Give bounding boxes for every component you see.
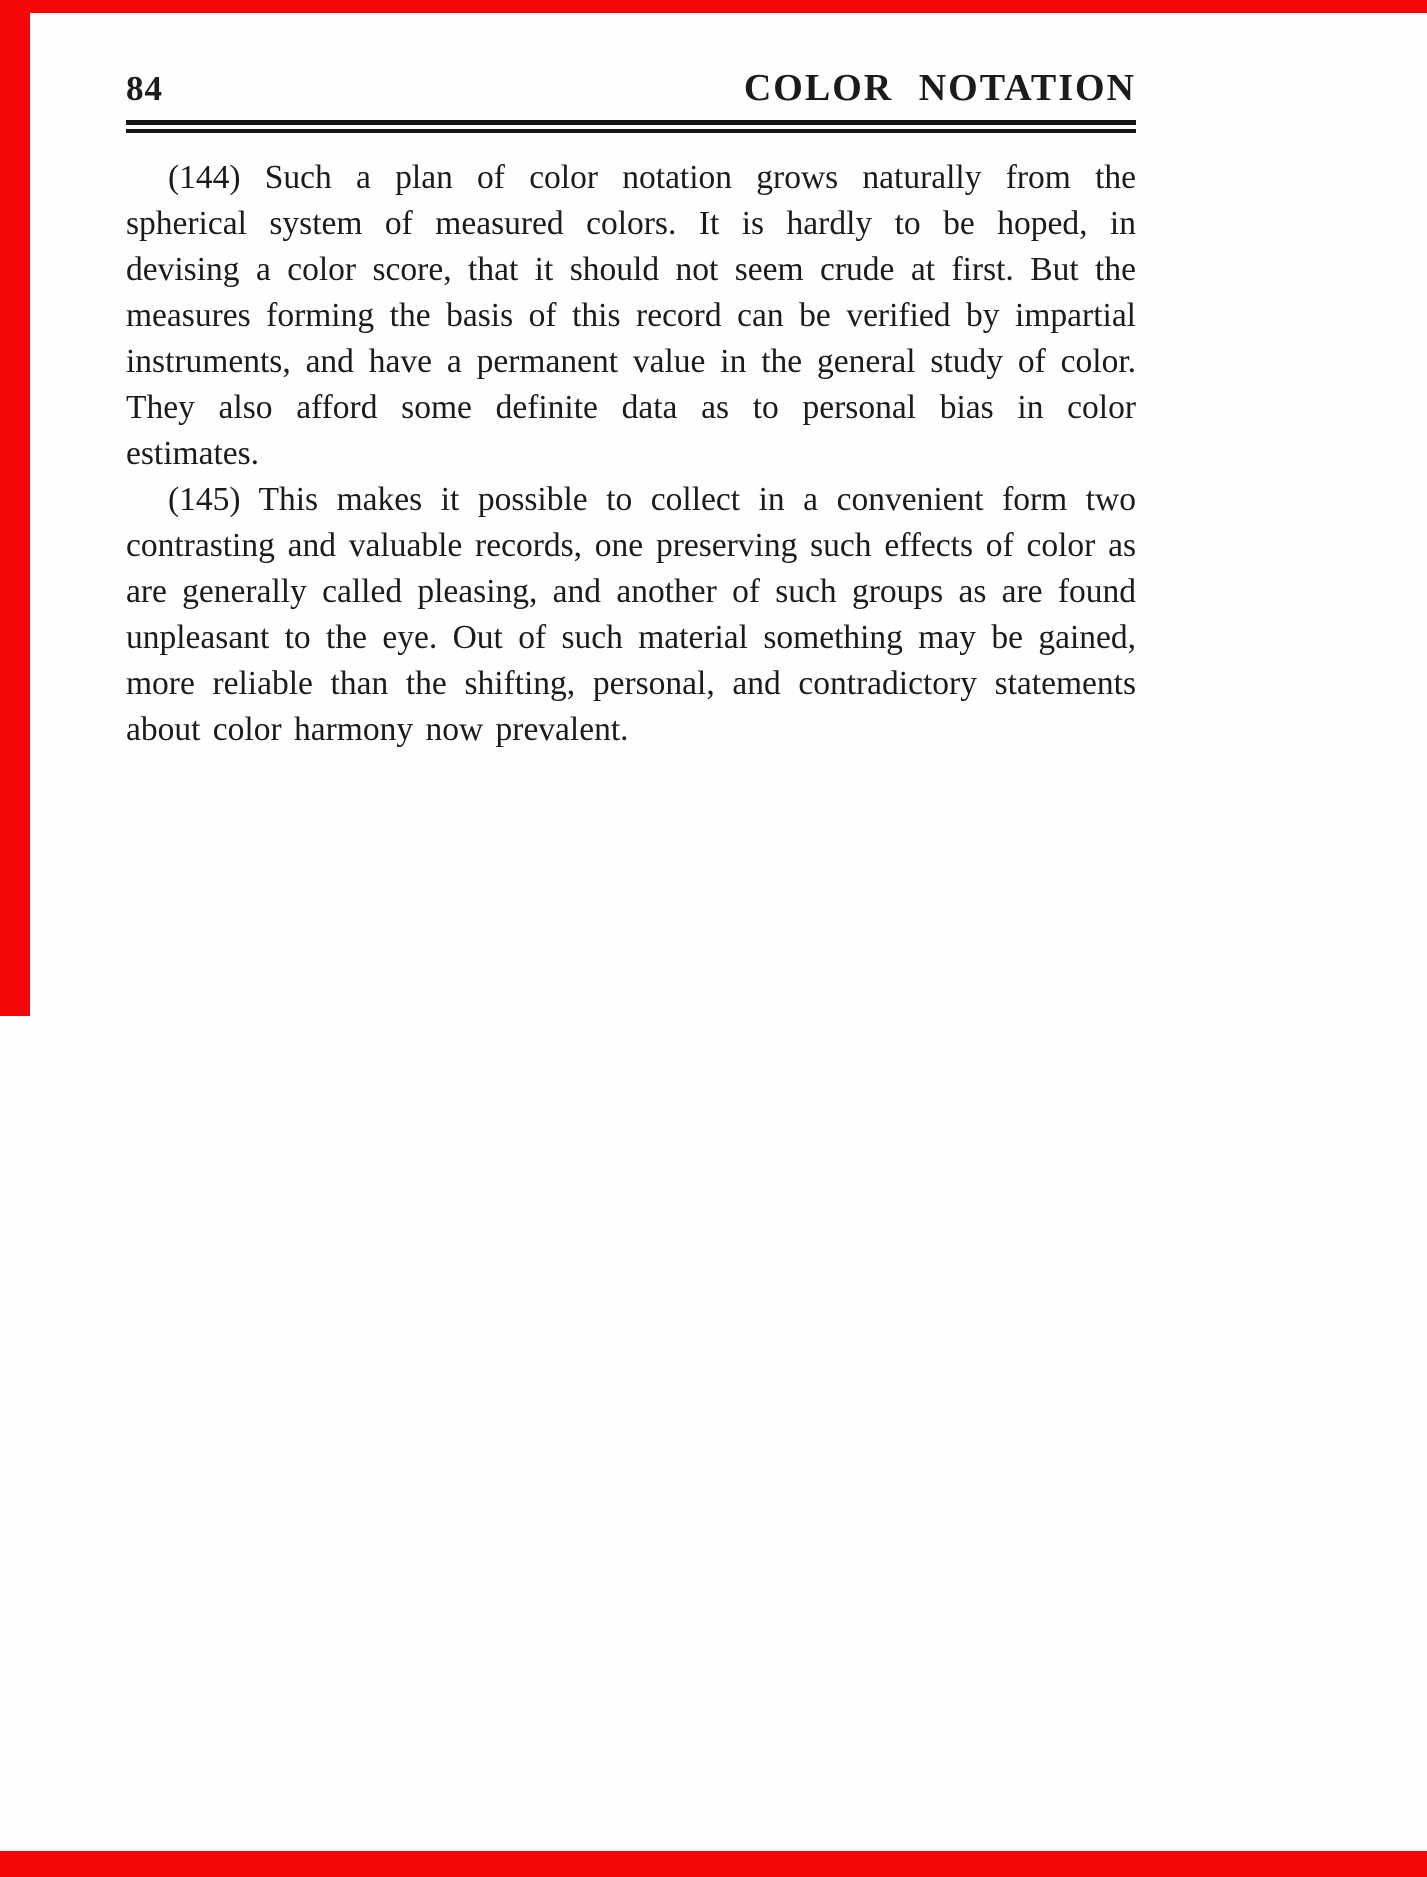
header-double-rule (126, 120, 1136, 133)
scan-edge-top (0, 0, 1427, 13)
paragraph-144: (144) Such a plan of color notation grows naturally from the spherical system of measured colors. It is hardly to be hoped, in devising a color score, that it should not seem crude at first. But the measures forming the basis of this record can be verified by impartial instruments, and have a permanent value in the general study of color. They also afford some definite data as to personal bias in color estimates. (126, 159, 1136, 472)
page-number: 84 (126, 69, 163, 108)
scan-edge-bottom (0, 1851, 1427, 1877)
running-head-title: COLOR NOTATION (743, 67, 1136, 109)
body-text (126, 155, 1136, 753)
paragraph-145: (145) This makes it possible to collect in a convenient form two contrasting and valuable records, one preserving such effects of color as are generally called pleasing, and another of such groups as are found unpleasant to the eye. Out of such material something may be gained, more reliable than the shifting, personal, and contradictory statements about color harmony now prevalent. (126, 481, 1136, 748)
book-page (126, 66, 1136, 753)
scan-edge-left (0, 0, 30, 1016)
page-header (126, 66, 1136, 110)
